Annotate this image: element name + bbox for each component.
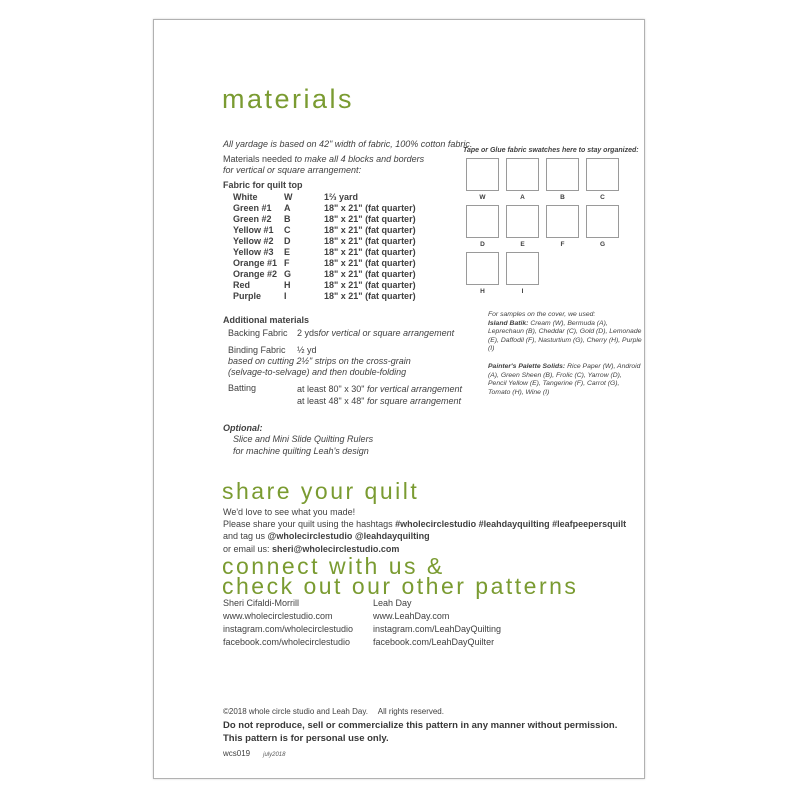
fabric-name: Yellow #1 xyxy=(233,225,274,235)
fabric-row xyxy=(233,225,416,236)
fabric-qty: 1⅔ yard xyxy=(324,192,359,202)
swatch-square xyxy=(506,158,539,191)
swatch-label: H xyxy=(480,288,485,295)
connect-col-leahday xyxy=(373,597,501,649)
batting-line2 xyxy=(297,395,462,407)
batting-values xyxy=(297,383,462,407)
binding-note xyxy=(228,356,411,377)
samples-intro: For samples on the cover, we used: xyxy=(488,311,596,318)
fabric-letter: D xyxy=(284,236,291,246)
pattern-date: july2018 xyxy=(263,752,286,758)
fabric-letter: F xyxy=(284,258,290,268)
fabric-name: Orange #2 xyxy=(233,269,278,279)
connect-facebook: facebook.com/LeahDayQuilter xyxy=(373,637,495,647)
share-hashtags: #wholecirclestudio #leahdayquilting #leafpeepersquilt xyxy=(395,519,627,530)
swatch-cell xyxy=(506,158,539,201)
fabric-letter: W xyxy=(284,192,293,202)
additional-heading: Additional materials xyxy=(223,315,310,325)
fabric-qty: 18" x 21" (fat quarter) xyxy=(324,269,416,279)
binding-note-line1: based on cutting 2½" strips on the cross-grain xyxy=(228,356,411,366)
swatch-label: E xyxy=(520,241,525,248)
optional-lines xyxy=(233,434,373,457)
fabric-qty: 18" x 21" (fat quarter) xyxy=(324,247,416,257)
connect-title-line2: check out our other patterns xyxy=(222,573,579,599)
swatch-row-1 xyxy=(466,158,619,201)
connect-col-wholecircle xyxy=(223,597,353,649)
share-line3 xyxy=(223,530,626,542)
swatch-cell xyxy=(586,158,619,201)
optional-line2: for machine quilting Leah's design xyxy=(233,445,369,456)
samples-painters xyxy=(488,363,642,397)
fabric-name: Orange #1 xyxy=(233,258,278,268)
footer-legal-line1: Do not reproduce, sell or commercialize this pattern in any manner without permission. xyxy=(223,720,618,731)
fabric-qty: 18" x 21" (fat quarter) xyxy=(324,291,416,301)
fabric-row xyxy=(233,214,416,225)
materials-needed-italic1: to make all 4 blocks and borders xyxy=(294,154,425,164)
fabric-name: Yellow #2 xyxy=(233,236,274,246)
footer-copyright: ©2018 whole circle studio and Leah Day. All rights reserved. xyxy=(223,707,444,716)
fabric-name: Green #1 xyxy=(233,203,272,213)
fabric-qty: 18" x 21" (fat quarter) xyxy=(324,236,416,246)
swatch-square xyxy=(466,158,499,191)
fabric-qty: 18" x 21" (fat quarter) xyxy=(324,280,416,290)
fabric-letter: G xyxy=(284,269,292,279)
binding-note-line2: (selvage-to-selvage) and then double-folding xyxy=(228,366,407,377)
fabric-row xyxy=(233,269,416,280)
swatch-label: I xyxy=(521,288,524,295)
swatch-square xyxy=(466,205,499,238)
swatch-cell xyxy=(506,252,539,295)
swatch-cell xyxy=(466,205,499,248)
swatch-square xyxy=(506,205,539,238)
optional-line1: Slice and Mini Slide Quilting Rulers xyxy=(233,434,374,444)
binding-qty: ½ yd xyxy=(297,345,317,355)
footer-legal-line2: This pattern is for personal use only. xyxy=(223,733,389,744)
swatch-label: C xyxy=(600,194,605,201)
swatch-square xyxy=(546,158,579,191)
swatch-row-3 xyxy=(466,252,539,295)
fabric-row xyxy=(233,192,416,203)
fabric-row xyxy=(233,203,416,214)
swatch-square xyxy=(586,158,619,191)
share-line3-pre: and tag us xyxy=(223,531,268,542)
cover-samples-note xyxy=(488,311,642,397)
connect-website: www.LeahDay.com xyxy=(373,611,450,621)
fabric-letter: I xyxy=(284,291,287,301)
swatch-label: W xyxy=(479,194,486,201)
swatch-cell xyxy=(506,205,539,248)
footer-legal xyxy=(223,719,617,745)
samples-island xyxy=(488,320,642,354)
samples-painters-label: Painter's Palette Solids: xyxy=(488,362,568,370)
swatch-square xyxy=(546,205,579,238)
swatch-row-2 xyxy=(466,205,619,248)
optional-heading: Optional: xyxy=(223,423,263,433)
pattern-sheet xyxy=(153,19,645,779)
footer-code-line xyxy=(223,749,285,758)
connect-instagram: instagram.com/wholecirclestudio xyxy=(223,624,354,634)
swatch-cell xyxy=(466,252,499,295)
fabric-letter: C xyxy=(284,225,291,235)
backing-qty: 2 yds xyxy=(297,328,319,338)
fabric-row xyxy=(233,291,416,302)
fabric-letter: B xyxy=(284,214,291,224)
fabric-row xyxy=(233,258,416,269)
swatch-cell xyxy=(546,205,579,248)
connect-facebook: facebook.com/wholecirclestudio xyxy=(223,637,351,647)
fabric-qty: 18" x 21" (fat quarter) xyxy=(324,203,416,213)
batting1-qty: at least 80" x 30" xyxy=(297,384,367,394)
fabric-name: Green #2 xyxy=(233,214,272,224)
share-body xyxy=(223,506,626,555)
batting2-note: for square arrangement xyxy=(366,396,461,406)
connect-title xyxy=(222,553,579,599)
connect-website: www.wholecirclestudio.com xyxy=(223,611,333,621)
fabric-table-heading: Fabric for quilt top xyxy=(223,180,303,190)
materials-needed-line1 xyxy=(223,154,424,165)
samples-island-list: Cream (W), Bermuda (A), Leprechaun (B), Cheddar (C), Gold (D), Lemonade (E), Daffodil (F), Nasturtium (G), Cherry (H), Purple (I) xyxy=(488,319,642,353)
fabric-row xyxy=(233,236,416,247)
fabric-qty: 18" x 21" (fat quarter) xyxy=(324,214,416,224)
binding-label: Binding Fabric xyxy=(228,345,286,355)
share-line2-pre: Please share your quilt using the hashtags xyxy=(223,519,396,530)
batting-line1 xyxy=(297,383,462,395)
backing-label: Backing Fabric xyxy=(228,328,288,338)
connect-name: Leah Day xyxy=(373,598,412,608)
fabric-name: Purple xyxy=(233,291,262,301)
swatch-square xyxy=(586,205,619,238)
swatch-label: G xyxy=(599,241,606,248)
fabric-letter: E xyxy=(284,247,291,257)
backing-note: for vertical or square arrangement xyxy=(318,328,455,338)
fabric-qty: 18" x 21" (fat quarter) xyxy=(324,225,416,235)
fabric-qty: 18" x 21" (fat quarter) xyxy=(324,258,416,268)
share-line1: We'd love to see what you made! xyxy=(223,507,356,517)
share-line4-pre: or email us: xyxy=(223,543,273,554)
fabric-row xyxy=(233,280,416,291)
swatch-label: F xyxy=(560,241,565,248)
fabric-row xyxy=(233,247,416,258)
binding-row xyxy=(228,345,317,356)
connect-title-line1: connect with us & xyxy=(222,553,445,579)
swatch-label: A xyxy=(520,194,525,201)
swatch-cell xyxy=(586,205,619,248)
samples-painters-list: Rice Paper (W), Android (A), Green Sheen (B), Frolic (C), Yarrow (D), Pencil Yellow (E), Tangerine (F), Carrot (G), Tomato (H), Wine (I) xyxy=(488,362,641,396)
fabric-name: White xyxy=(233,192,258,202)
page-title: materials xyxy=(222,84,355,114)
pattern-code: wcs019 xyxy=(223,749,251,758)
yardage-note: All yardage is based on 42" width of fabric, 100% cotton fabric. xyxy=(223,139,473,149)
swatch-cell xyxy=(466,158,499,201)
materials-needed-line2: for vertical or square arrangement: xyxy=(223,165,362,175)
samples-island-label: Island Batik: xyxy=(488,319,531,327)
fabric-letter: A xyxy=(284,203,291,213)
batting2-qty: at least 48" x 48" xyxy=(297,396,367,406)
share-title: share your quilt xyxy=(222,478,420,504)
swatch-square xyxy=(506,252,539,285)
swatch-label: D xyxy=(480,241,485,248)
swatch-square xyxy=(466,252,499,285)
connect-instagram: instagram.com/LeahDayQuilting xyxy=(373,624,502,634)
share-email: sheri@wholecirclestudio.com xyxy=(272,543,400,554)
fabric-table xyxy=(233,192,416,302)
batting-label: Batting xyxy=(228,383,257,393)
backing-row xyxy=(228,328,454,339)
batting1-note: for vertical arrangement xyxy=(366,384,462,394)
swatch-cell xyxy=(546,158,579,201)
materials-needed xyxy=(223,154,424,176)
fabric-name: Red xyxy=(233,280,251,290)
swatch-caption: Tape or Glue fabric swatches here to stay organized: xyxy=(463,147,639,154)
swatch-label: B xyxy=(560,194,565,201)
share-line2 xyxy=(223,518,626,530)
connect-name: Sheri Cifaldi-Morrill xyxy=(223,598,300,608)
fabric-letter: H xyxy=(284,280,291,290)
materials-needed-lead: Materials needed xyxy=(223,154,295,164)
fabric-name: Yellow #3 xyxy=(233,247,274,257)
share-handles: @wholecirclestudio @leahdayquilting xyxy=(267,531,430,542)
